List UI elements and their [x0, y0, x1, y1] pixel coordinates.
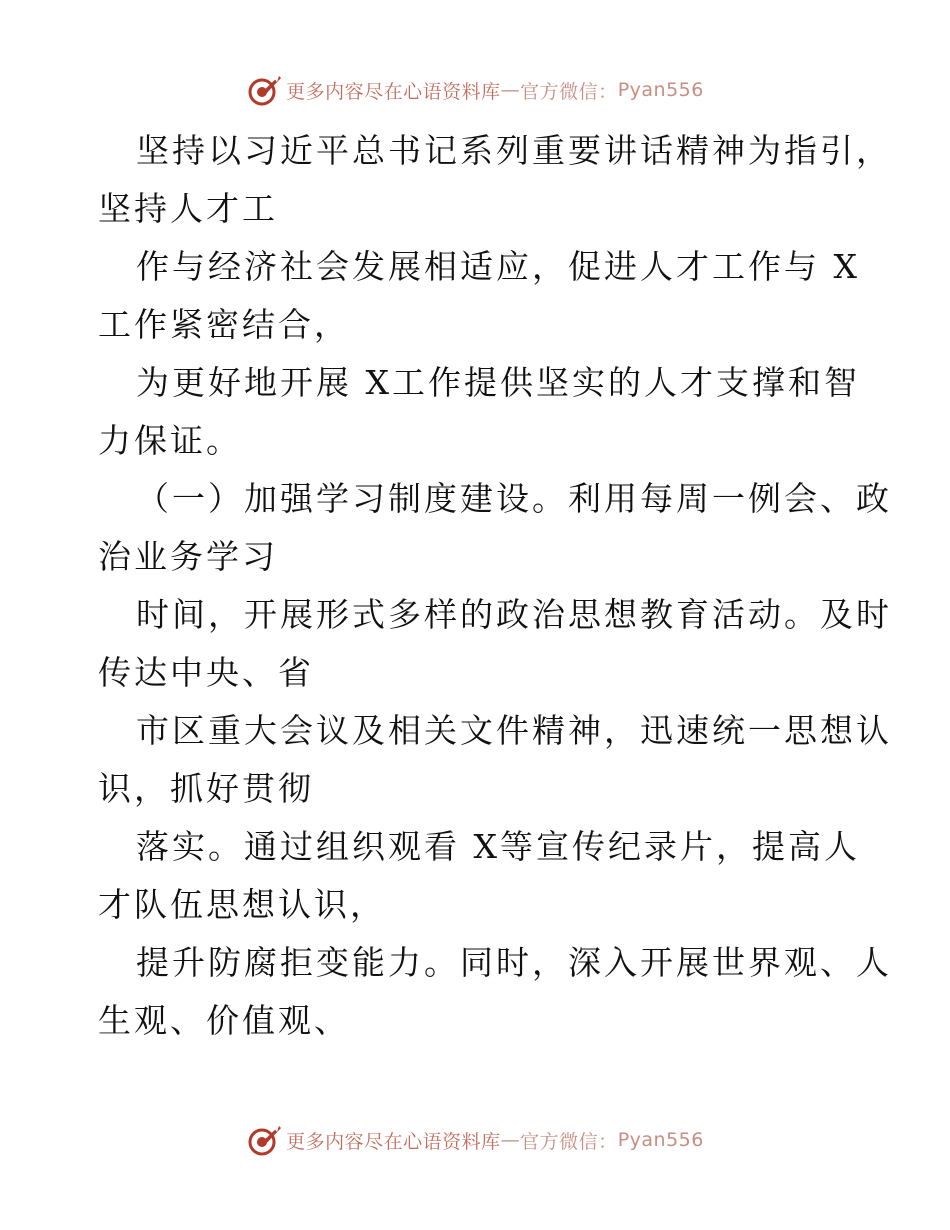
watermark-wechat-label: 官方微信：	[520, 1130, 618, 1153]
header-watermark	[0, 70, 950, 110]
watermark-wechat-id: Pyan556	[617, 79, 704, 101]
paragraph-line: （一）加强学习制度建设。利用每周一例会、政	[136, 479, 892, 518]
paragraph-line: 才队伍思想认识，	[98, 885, 386, 924]
watermark-wechat-id: Pyan556	[617, 1129, 704, 1151]
paragraph-line: 坚持以习近平总书记系列重要讲话精神为指引，	[136, 131, 892, 170]
quill-logo-icon	[246, 72, 282, 108]
paragraph-line: 力保证。	[98, 421, 242, 460]
paragraph	[98, 586, 892, 702]
paragraph-line: 落实。通过组织观看 X等宣传纪录片，提高人	[136, 827, 860, 866]
watermark-title: 更多内容尽在心语资料库	[286, 80, 501, 103]
paragraph	[98, 818, 878, 934]
paragraph	[98, 122, 892, 238]
paragraph	[98, 934, 892, 1050]
quill-logo-icon	[246, 1122, 282, 1158]
footer-watermark	[0, 1120, 950, 1160]
paragraph-line: 识，抓好贯彻	[98, 769, 314, 808]
paragraph-line: 坚持人才工	[98, 189, 278, 228]
watermark-wechat-label: 官方微信：	[520, 80, 618, 103]
paragraph-line: 传达中央、省	[98, 653, 314, 692]
paragraph	[98, 238, 878, 354]
paragraph-line: 工作紧密结合，	[98, 305, 350, 344]
paragraph-line: 为更好地开展 X工作提供坚实的人才支撑和智	[136, 363, 860, 402]
watermark-dash: —	[500, 1129, 521, 1151]
paragraph-line: 时间，开展形式多样的政治思想教育活动。及时	[136, 595, 892, 634]
paragraph	[98, 702, 892, 818]
paragraph-line: 作与经济社会发展相适应，促进人才工作与 X	[136, 247, 860, 286]
paragraph-line: 提升防腐拒变能力。同时，深入开展世界观、人	[136, 943, 892, 982]
paragraph-line: 市区重大会议及相关文件精神，迅速统一思想认	[136, 711, 892, 750]
paragraph-line: 治业务学习	[98, 537, 278, 576]
document-body	[98, 122, 892, 1050]
paragraph-line: 生观、价值观、	[98, 1001, 350, 1040]
watermark-title: 更多内容尽在心语资料库	[286, 1130, 501, 1153]
paragraph	[98, 354, 878, 470]
paragraph	[98, 470, 892, 586]
watermark-dash: —	[500, 79, 521, 101]
